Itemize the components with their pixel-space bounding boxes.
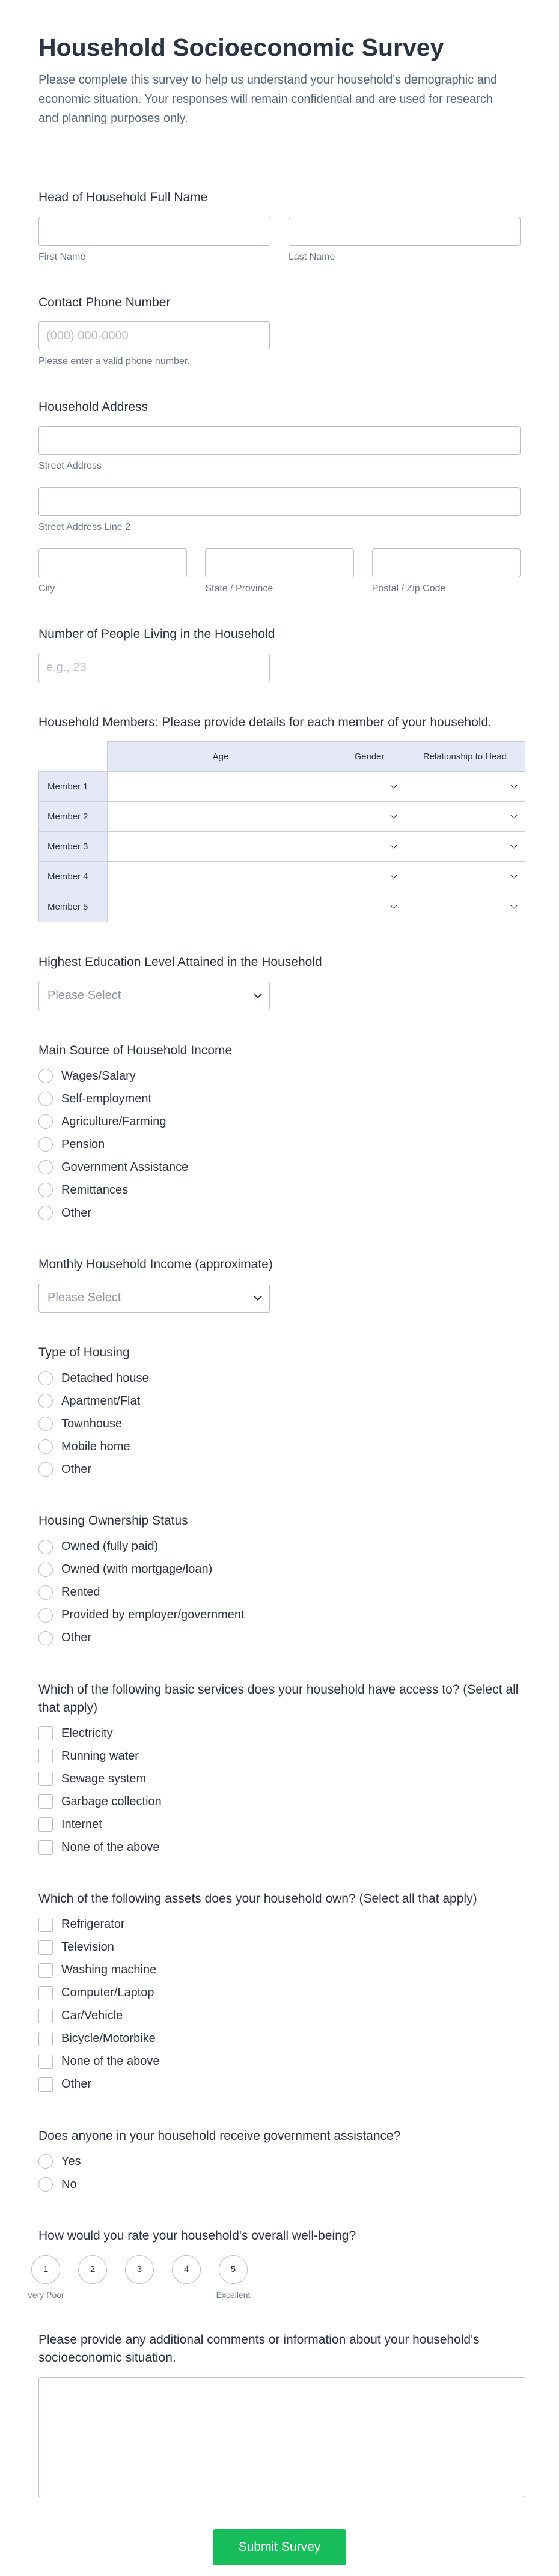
checkbox[interactable] <box>38 1986 53 2000</box>
matrix-column-header: Relationship to Head <box>405 742 525 772</box>
monthly-income-select-value: Please Select <box>47 1291 121 1305</box>
radio-option[interactable] <box>38 1367 521 1390</box>
radio-option[interactable] <box>38 2150 521 2173</box>
chevron-down-icon <box>390 842 397 849</box>
radio-option[interactable] <box>38 1458 521 1481</box>
age-cell-input[interactable] <box>108 832 334 862</box>
option-label: Detached house <box>61 1371 149 1385</box>
radio-button[interactable] <box>38 1371 53 1385</box>
radio-button[interactable] <box>38 1563 53 1577</box>
option-label: Computer/Laptop <box>61 1986 154 2000</box>
checkbox[interactable] <box>38 2032 53 2046</box>
checkbox-option[interactable] <box>38 1722 521 1745</box>
state-sublabel: State / Province <box>205 583 273 594</box>
question-label: Contact Phone Number <box>38 295 171 309</box>
checkbox[interactable] <box>38 1794 53 1809</box>
radio-option[interactable] <box>38 1201 521 1224</box>
matrix-column-header: Age <box>108 742 334 772</box>
checkbox[interactable] <box>38 1817 53 1832</box>
first-name-input[interactable] <box>38 217 270 246</box>
checkbox[interactable] <box>38 2009 53 2023</box>
question-label: Monthly Household Income (approximate) <box>38 1257 273 1272</box>
checkbox-option[interactable] <box>38 2028 521 2050</box>
last-name-input[interactable] <box>289 217 521 246</box>
question-phone <box>38 263 521 367</box>
option-label: Electricity <box>61 1726 113 1740</box>
radio-button[interactable] <box>38 1183 53 1197</box>
radio-button[interactable] <box>38 2154 53 2169</box>
question-people-count <box>38 594 521 682</box>
question-label: Highest Education Level Attained in the Household <box>38 955 322 970</box>
chevron-down-icon <box>390 812 397 819</box>
matrix-row <box>39 802 525 832</box>
checkbox[interactable] <box>38 1749 53 1763</box>
question-label: Household Members: Please provide details for each member of your household. <box>38 715 492 729</box>
option-label: Television <box>61 1940 114 1954</box>
radio-option[interactable] <box>38 1065 521 1087</box>
option-label: No <box>61 2177 77 2191</box>
checkbox-option[interactable] <box>38 2050 521 2073</box>
option-label: None of the above <box>61 1840 160 1854</box>
checkbox-option[interactable] <box>38 1936 521 1959</box>
radio-button[interactable] <box>38 1092 53 1106</box>
question-assistance <box>38 2096 521 2196</box>
option-label: None of the above <box>61 2055 160 2068</box>
radio-option[interactable] <box>38 1558 521 1581</box>
option-label: Other <box>61 2077 92 2091</box>
members-matrix <box>38 741 525 922</box>
matrix-row-header: Member 5 <box>39 892 108 922</box>
city-input[interactable] <box>38 548 187 577</box>
radio-option[interactable] <box>38 1156 521 1179</box>
people-count-input[interactable] <box>38 654 270 682</box>
scale-low-label: Very Poor <box>27 2289 64 2300</box>
checkbox[interactable] <box>38 1963 53 1978</box>
age-cell-input[interactable] <box>108 772 334 802</box>
question-education <box>38 922 521 1010</box>
matrix-row <box>39 832 525 862</box>
radio-option[interactable] <box>38 1390 521 1412</box>
option-label: Garbage collection <box>61 1794 162 1808</box>
checkbox[interactable] <box>38 2055 53 2069</box>
chevron-down-icon <box>510 782 517 789</box>
option-label: Internet <box>61 1817 102 1831</box>
radio-button[interactable] <box>38 1608 53 1623</box>
question-comments <box>38 2300 521 2497</box>
checkbox-option[interactable] <box>38 2005 521 2028</box>
matrix-row-header: Member 1 <box>39 772 108 802</box>
question-label: Please provide any additional comments or information about your household's socioeconomic situation. <box>38 2332 480 2365</box>
age-cell-input[interactable] <box>108 892 334 922</box>
relationship-select[interactable] <box>405 862 525 892</box>
radio-option[interactable] <box>38 1087 521 1110</box>
question-household-members <box>38 682 521 922</box>
submit-button[interactable]: Submit Survey <box>213 2529 346 2565</box>
radio-option[interactable] <box>38 1412 521 1435</box>
gender-select[interactable] <box>334 862 405 892</box>
scale-option-5[interactable]: 5 <box>219 2255 248 2284</box>
matrix-corner <box>39 742 108 772</box>
checkbox[interactable] <box>38 1772 53 1786</box>
option-label: Mobile home <box>61 1439 130 1453</box>
option-label: Bicycle/Motorbike <box>61 2032 156 2046</box>
question-housing-type <box>38 1313 521 1481</box>
rating-scale <box>27 2255 521 2300</box>
chevron-down-icon <box>390 782 397 789</box>
option-label: Other <box>61 1206 92 1220</box>
checkbox-option[interactable] <box>38 2073 521 2096</box>
question-label: Head of Household Full Name <box>38 190 208 205</box>
radio-button[interactable] <box>38 1206 53 1220</box>
street-address-sublabel: Street Address <box>38 461 102 472</box>
radio-button[interactable] <box>38 1462 53 1477</box>
option-label: Apartment/Flat <box>61 1394 141 1408</box>
checkbox-option[interactable] <box>38 1767 521 1790</box>
matrix-row <box>39 772 525 802</box>
radio-button[interactable] <box>38 1114 53 1129</box>
option-label: Other <box>61 1462 92 1476</box>
question-full-name <box>38 157 521 262</box>
option-label: Owned (fully paid) <box>61 1540 159 1554</box>
relationship-select[interactable] <box>405 802 525 832</box>
state-input[interactable] <box>205 548 353 577</box>
chevron-down-icon <box>390 902 397 909</box>
radio-button[interactable] <box>38 1394 53 1408</box>
radio-option[interactable] <box>38 1179 521 1201</box>
checkbox[interactable] <box>38 1918 53 1932</box>
option-label: Refrigerator <box>61 1918 125 1931</box>
matrix-row-header: Member 3 <box>39 832 108 862</box>
chevron-down-icon <box>510 812 517 819</box>
first-name-sublabel: First Name <box>38 251 86 262</box>
chevron-down-icon <box>510 842 517 849</box>
question-address <box>38 367 521 594</box>
zip-sublabel: Postal / Zip Code <box>371 583 446 594</box>
matrix-column-header: Gender <box>334 742 405 772</box>
option-label: Rented <box>61 1585 100 1599</box>
relationship-select[interactable] <box>405 832 525 862</box>
education-select[interactable] <box>38 982 270 1010</box>
comments-textarea[interactable] <box>38 2377 525 2497</box>
gender-select[interactable] <box>334 892 405 922</box>
option-label: Sewage system <box>61 1772 147 1785</box>
question-wellbeing <box>27 2196 521 2300</box>
street-address-2-sublabel: Street Address Line 2 <box>38 522 130 533</box>
radio-option[interactable] <box>38 2173 521 2196</box>
option-label: Remittances <box>61 1183 129 1197</box>
option-label: Washing machine <box>61 1963 157 1977</box>
scale-option-4[interactable]: 4 <box>172 2255 201 2284</box>
relationship-select[interactable] <box>405 892 525 922</box>
gender-select[interactable] <box>334 832 405 862</box>
question-label: Type of Housing <box>38 1345 130 1359</box>
option-label: Owned (with mortgage/loan) <box>61 1563 213 1576</box>
checkbox-option[interactable] <box>38 1836 521 1859</box>
city-sublabel: City <box>38 583 55 594</box>
question-income-source <box>38 1010 521 1224</box>
street-address-2-input[interactable] <box>38 487 521 516</box>
monthly-income-select[interactable] <box>38 1284 270 1313</box>
radio-option[interactable] <box>38 1581 521 1604</box>
phone-hint: Please enter a valid phone number. <box>38 356 190 367</box>
chevron-down-icon <box>254 1292 262 1301</box>
question-label: Housing Ownership Status <box>38 1514 188 1528</box>
form-title: Household Socioeconomic Survey <box>38 34 444 61</box>
checkbox-option[interactable] <box>38 1959 521 1982</box>
resize-handle-icon[interactable] <box>516 2488 522 2494</box>
question-services <box>38 1650 521 1859</box>
question-assets <box>38 1859 521 2095</box>
form-body <box>0 157 559 2497</box>
checkbox-option[interactable] <box>38 1790 521 1813</box>
option-label: Running water <box>61 1749 139 1763</box>
scale-option-3[interactable]: 3 <box>125 2255 154 2284</box>
radio-button[interactable] <box>38 1160 53 1174</box>
checkbox-option[interactable] <box>38 1982 521 2005</box>
option-label: Provided by employer/government <box>61 1608 245 1622</box>
radio-option[interactable] <box>38 1627 521 1650</box>
form-description: Please complete this survey to help us understand your household's demographic and economic situation. Your responses will remain confidential and are used for research and planning purposes only. <box>38 73 498 126</box>
chevron-down-icon <box>510 902 517 909</box>
chevron-down-icon <box>390 872 397 879</box>
matrix-row <box>39 892 525 922</box>
last-name-sublabel: Last Name <box>289 251 335 262</box>
question-label: How would you rate your household's overall well-being? <box>38 2229 356 2243</box>
zip-input[interactable] <box>372 548 521 577</box>
radio-button[interactable] <box>38 1631 53 1645</box>
form-header <box>0 0 559 157</box>
option-label: Wages/Salary <box>61 1069 136 1083</box>
checkbox[interactable] <box>38 1840 53 1855</box>
option-label: Self-employment <box>61 1092 152 1105</box>
scale-option-1[interactable]: 1 <box>31 2255 60 2284</box>
age-cell-input[interactable] <box>108 862 334 892</box>
radio-button[interactable] <box>38 1540 53 1554</box>
option-label: Other <box>61 1631 92 1645</box>
option-label: Pension <box>61 1137 105 1151</box>
radio-option[interactable] <box>38 1604 521 1627</box>
option-label: Government Assistance <box>61 1160 189 1174</box>
checkbox[interactable] <box>38 1726 53 1740</box>
checkbox-option[interactable] <box>38 1913 521 1936</box>
radio-option[interactable] <box>38 1110 521 1133</box>
option-label: Yes <box>61 2154 81 2168</box>
question-ownership <box>38 1481 521 1649</box>
education-select-value: Please Select <box>47 989 121 1003</box>
street-address-input[interactable] <box>38 426 521 455</box>
scale-option-2[interactable]: 2 <box>78 2255 107 2284</box>
checkbox-option[interactable] <box>38 1745 521 1767</box>
radio-button[interactable] <box>38 1585 53 1600</box>
radio-option[interactable] <box>38 1536 521 1558</box>
chevron-down-icon <box>254 990 262 998</box>
matrix-row-header: Member 4 <box>39 862 108 892</box>
checkbox-option[interactable] <box>38 1813 521 1836</box>
option-label: Townhouse <box>61 1417 123 1430</box>
question-label: Which of the following assets does your household own? (Select all that apply) <box>38 1892 477 1906</box>
radio-button[interactable] <box>38 1069 53 1083</box>
question-label: Does anyone in your household receive government assistance? <box>38 2128 401 2143</box>
matrix-row <box>39 862 525 892</box>
radio-button[interactable] <box>38 1137 53 1152</box>
form-footer <box>0 2518 559 2576</box>
age-cell-input[interactable] <box>108 802 334 832</box>
option-label: Agriculture/Farming <box>61 1114 166 1128</box>
matrix-row-header: Member 2 <box>39 802 108 832</box>
chevron-down-icon <box>510 872 517 879</box>
checkbox[interactable] <box>38 1940 53 1955</box>
question-label: Household Address <box>38 400 148 415</box>
gender-select[interactable] <box>334 772 405 802</box>
radio-option[interactable] <box>38 1435 521 1458</box>
scale-high-label: Excellent <box>216 2289 251 2300</box>
checkbox[interactable] <box>38 2077 53 2092</box>
question-label: Main Source of Household Income <box>38 1043 233 1057</box>
radio-button[interactable] <box>38 1439 53 1454</box>
radio-option[interactable] <box>38 1133 521 1156</box>
gender-select[interactable] <box>334 802 405 832</box>
relationship-select[interactable] <box>405 772 525 802</box>
question-monthly-income <box>38 1224 521 1312</box>
radio-button[interactable] <box>38 2177 53 2192</box>
phone-input[interactable] <box>38 321 270 350</box>
question-label: Number of People Living in the Household <box>38 627 275 642</box>
question-label: Which of the following basic services does your household have access to? (Select all that apply) <box>38 1682 519 1715</box>
option-label: Car/Vehicle <box>61 2009 123 2023</box>
radio-button[interactable] <box>38 1417 53 1431</box>
